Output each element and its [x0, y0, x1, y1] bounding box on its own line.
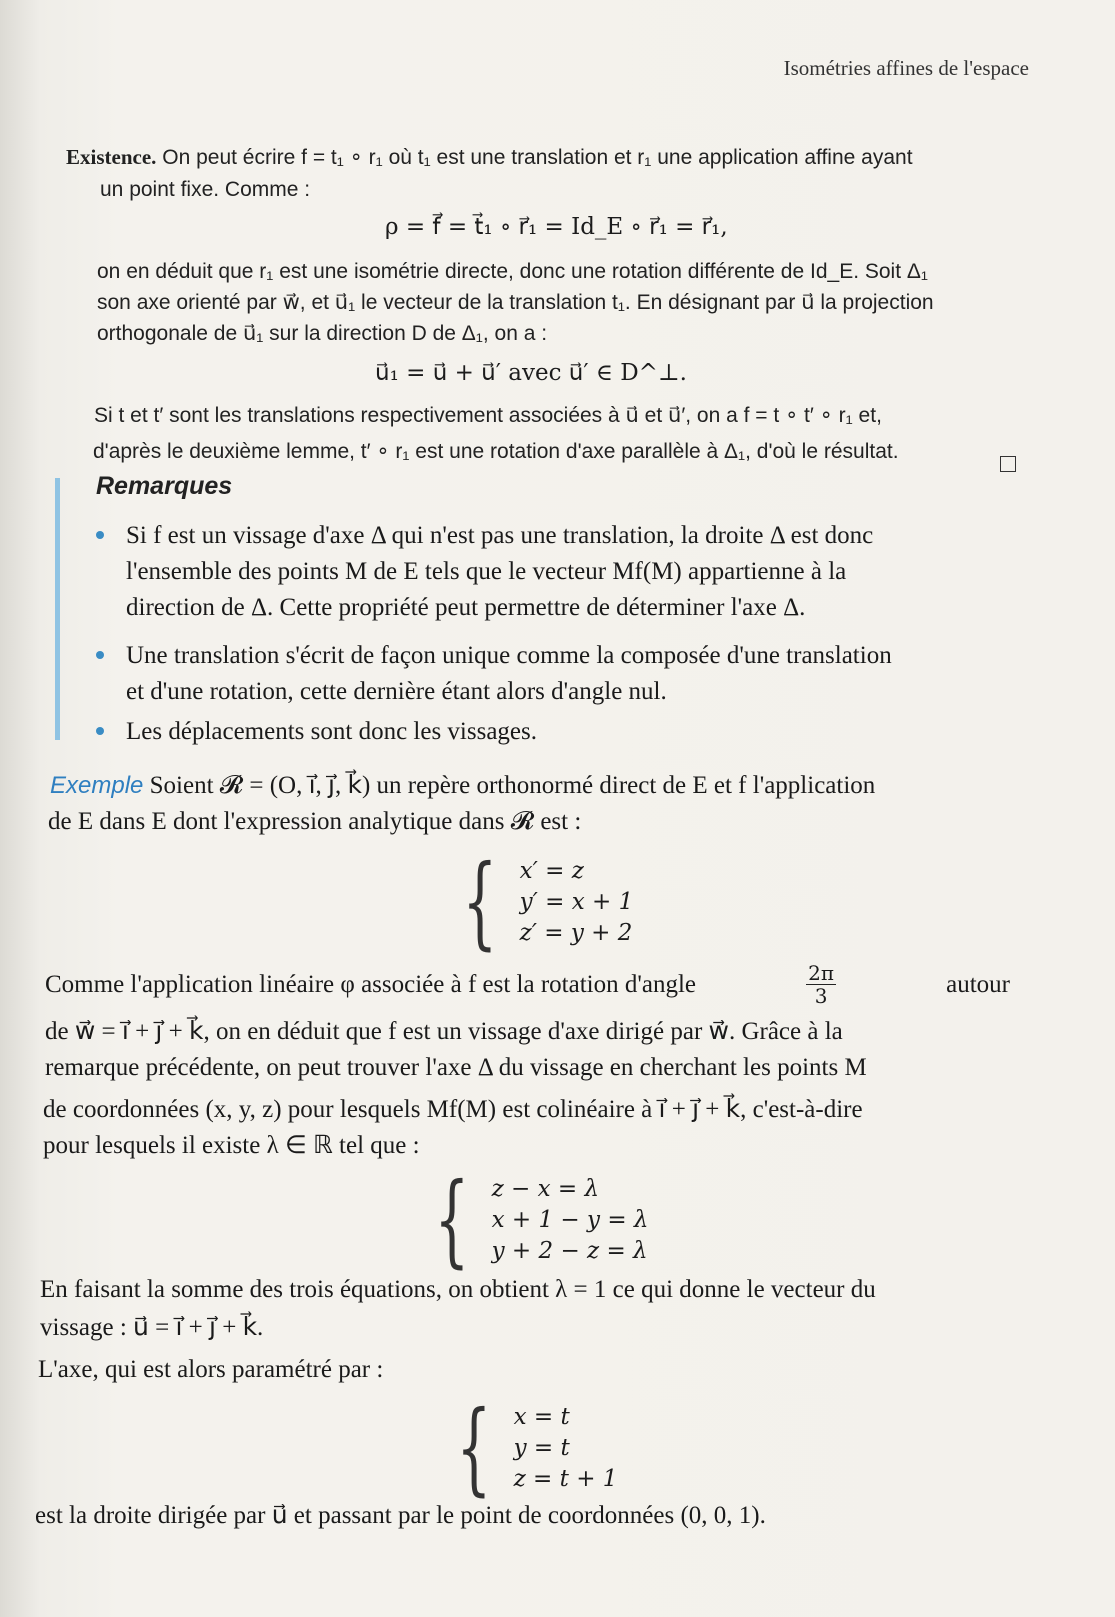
exemple-label: Exemple	[50, 772, 144, 799]
remark-3-line-1: Les déplacements sont donc les vissages.	[126, 718, 538, 745]
system-3-eq-3: z = t + 1	[513, 1465, 618, 1492]
system-2-eq-1: z − x = λ	[491, 1175, 600, 1202]
remarks-title: Remarques	[96, 472, 233, 500]
qed-square	[1000, 456, 1016, 472]
exemple-para-1-line-3: remarque précédente, on peut trouver l'axe Δ du vissage en cherchant les points M	[45, 1054, 867, 1081]
para-1-text-a: Comme l'application linéaire φ associée à f est la rotation d'angle	[45, 970, 696, 998]
fraction-denominator: 3	[814, 984, 828, 1008]
left-brace-icon: {	[434, 1161, 470, 1278]
left-brace-icon: {	[456, 1389, 492, 1506]
system-2	[420, 1161, 649, 1278]
exemple-para-2-line-1: En faisant la somme des trois équations, on obtient λ = 1 ce qui donne le vecteur du	[40, 1276, 876, 1303]
existence-line-6: Si t et t′ sont les translations respectivement associées à u⃗ et u⃗′, on a f = t ∘ t′ ∘ r₁ et,	[94, 404, 882, 427]
existence-line-7: d'après le deuxième lemme, t′ ∘ r₁ est une rotation d'axe parallèle à Δ₁, d'où le résultat.	[93, 440, 899, 463]
exemple-para-1-line-1	[45, 962, 1010, 1007]
system-1-eq-2: y′ = x + 1	[519, 888, 634, 915]
remark-2-line-1: Une translation s'écrit de façon unique comme la composée d'une translation	[126, 642, 892, 669]
existence-label: Existence.	[66, 145, 157, 169]
fraction-2pi-over-3	[806, 962, 836, 1007]
left-brace-icon: {	[462, 843, 498, 960]
system-3-eq-2: y = t	[513, 1434, 570, 1461]
exemple-para-2-line-2: vissage : u⃗ = ı⃗ + ȷ⃗ + k⃗.	[40, 1314, 264, 1341]
exemple-para-4: est la droite dirigée par u⃗ et passant par le point de coordonnées (0, 0, 1).	[35, 1502, 766, 1529]
system-2-eq-3: y + 2 − z = λ	[491, 1237, 648, 1264]
existence-line-4: son axe orienté par w⃗, et u⃗₁ le vecteur de la translation t₁. En désignant par u⃗ la projection	[97, 291, 934, 314]
remark-1-line-1: Si f est un vissage d'axe Δ qui n'est pas une translation, la droite Δ est donc	[126, 522, 874, 549]
equation-rho: ρ = f⃗ = t⃗₁ ∘ r⃗₁ = Id_E ∘ r⃗₁ = r⃗₁,	[385, 214, 728, 240]
system-1-eq-3: z′ = y + 2	[519, 919, 633, 946]
exemple-line-2: de E dans E dont l'expression analytique dans 𝓡 est :	[48, 808, 582, 835]
remark-2-line-2: et d'une rotation, cette dernière étant alors d'angle nul.	[126, 678, 667, 705]
remark-item-1	[126, 518, 873, 626]
exemple-para-1-line-2: de w⃗ = ı⃗ + ȷ⃗ + k⃗, on en déduit que f est un vissage d'axe dirigé par w⃗. Grâce à la	[45, 1018, 843, 1045]
bullet-icon	[96, 531, 104, 539]
remark-item-3	[126, 714, 537, 750]
exemple-para-1-line-4: de coordonnées (x, y, z) pour lesquels Mf(M) est colinéaire à ı⃗ + ȷ⃗ + k⃗, c'est-à-dire	[43, 1096, 863, 1123]
bullet-icon	[96, 727, 104, 735]
system-3-eq-1: x = t	[513, 1403, 570, 1430]
existence-line-2: un point fixe. Comme :	[100, 178, 311, 201]
system-1	[448, 843, 634, 960]
equation-u1: u⃗₁ = u⃗ + u⃗′ avec u⃗′ ∈ D^⊥.	[375, 360, 687, 386]
exemple-text-1: Soient 𝓡 = (O, ı⃗, ȷ⃗, k⃗) un repère orthonormé direct de E et f l'application	[149, 772, 876, 799]
system-3	[442, 1389, 618, 1506]
existence-line-3: on en déduit que r₁ est une isométrie directe, donc une rotation différente de Id_E. Soit Δ₁	[97, 260, 928, 283]
remark-sidebar-bar	[55, 478, 60, 740]
system-2-eq-2: x + 1 − y = λ	[491, 1206, 649, 1233]
exemple-line-1	[50, 768, 875, 804]
remark-1-line-2: l'ensemble des points M de E tels que le vecteur Mf(M) appartienne à la	[126, 558, 847, 585]
remark-item-2	[126, 638, 892, 710]
existence-text-1: On peut écrire f = t₁ ∘ r₁ où t₁ est une translation et r₁ une application affine ayant	[162, 146, 913, 169]
system-1-eq-1: x′ = z	[519, 857, 584, 884]
remark-1-line-3: direction de Δ. Cette propriété peut permettre de déterminer l'axe Δ.	[126, 594, 806, 621]
exemple-para-3: L'axe, qui est alors paramétré par :	[38, 1356, 384, 1383]
para-1-text-b: autour	[946, 970, 1010, 998]
existence-line-5: orthogonale de u⃗₁ sur la direction D de Δ₁, on a :	[97, 322, 548, 345]
bullet-icon	[96, 651, 104, 659]
fraction-numerator: 2π	[808, 961, 834, 985]
exemple-para-1-line-5: pour lesquels il existe λ ∈ ℝ tel que :	[43, 1132, 420, 1159]
running-head: Isométries affines de l'espace	[783, 56, 1029, 80]
existence-line-1	[66, 142, 913, 173]
